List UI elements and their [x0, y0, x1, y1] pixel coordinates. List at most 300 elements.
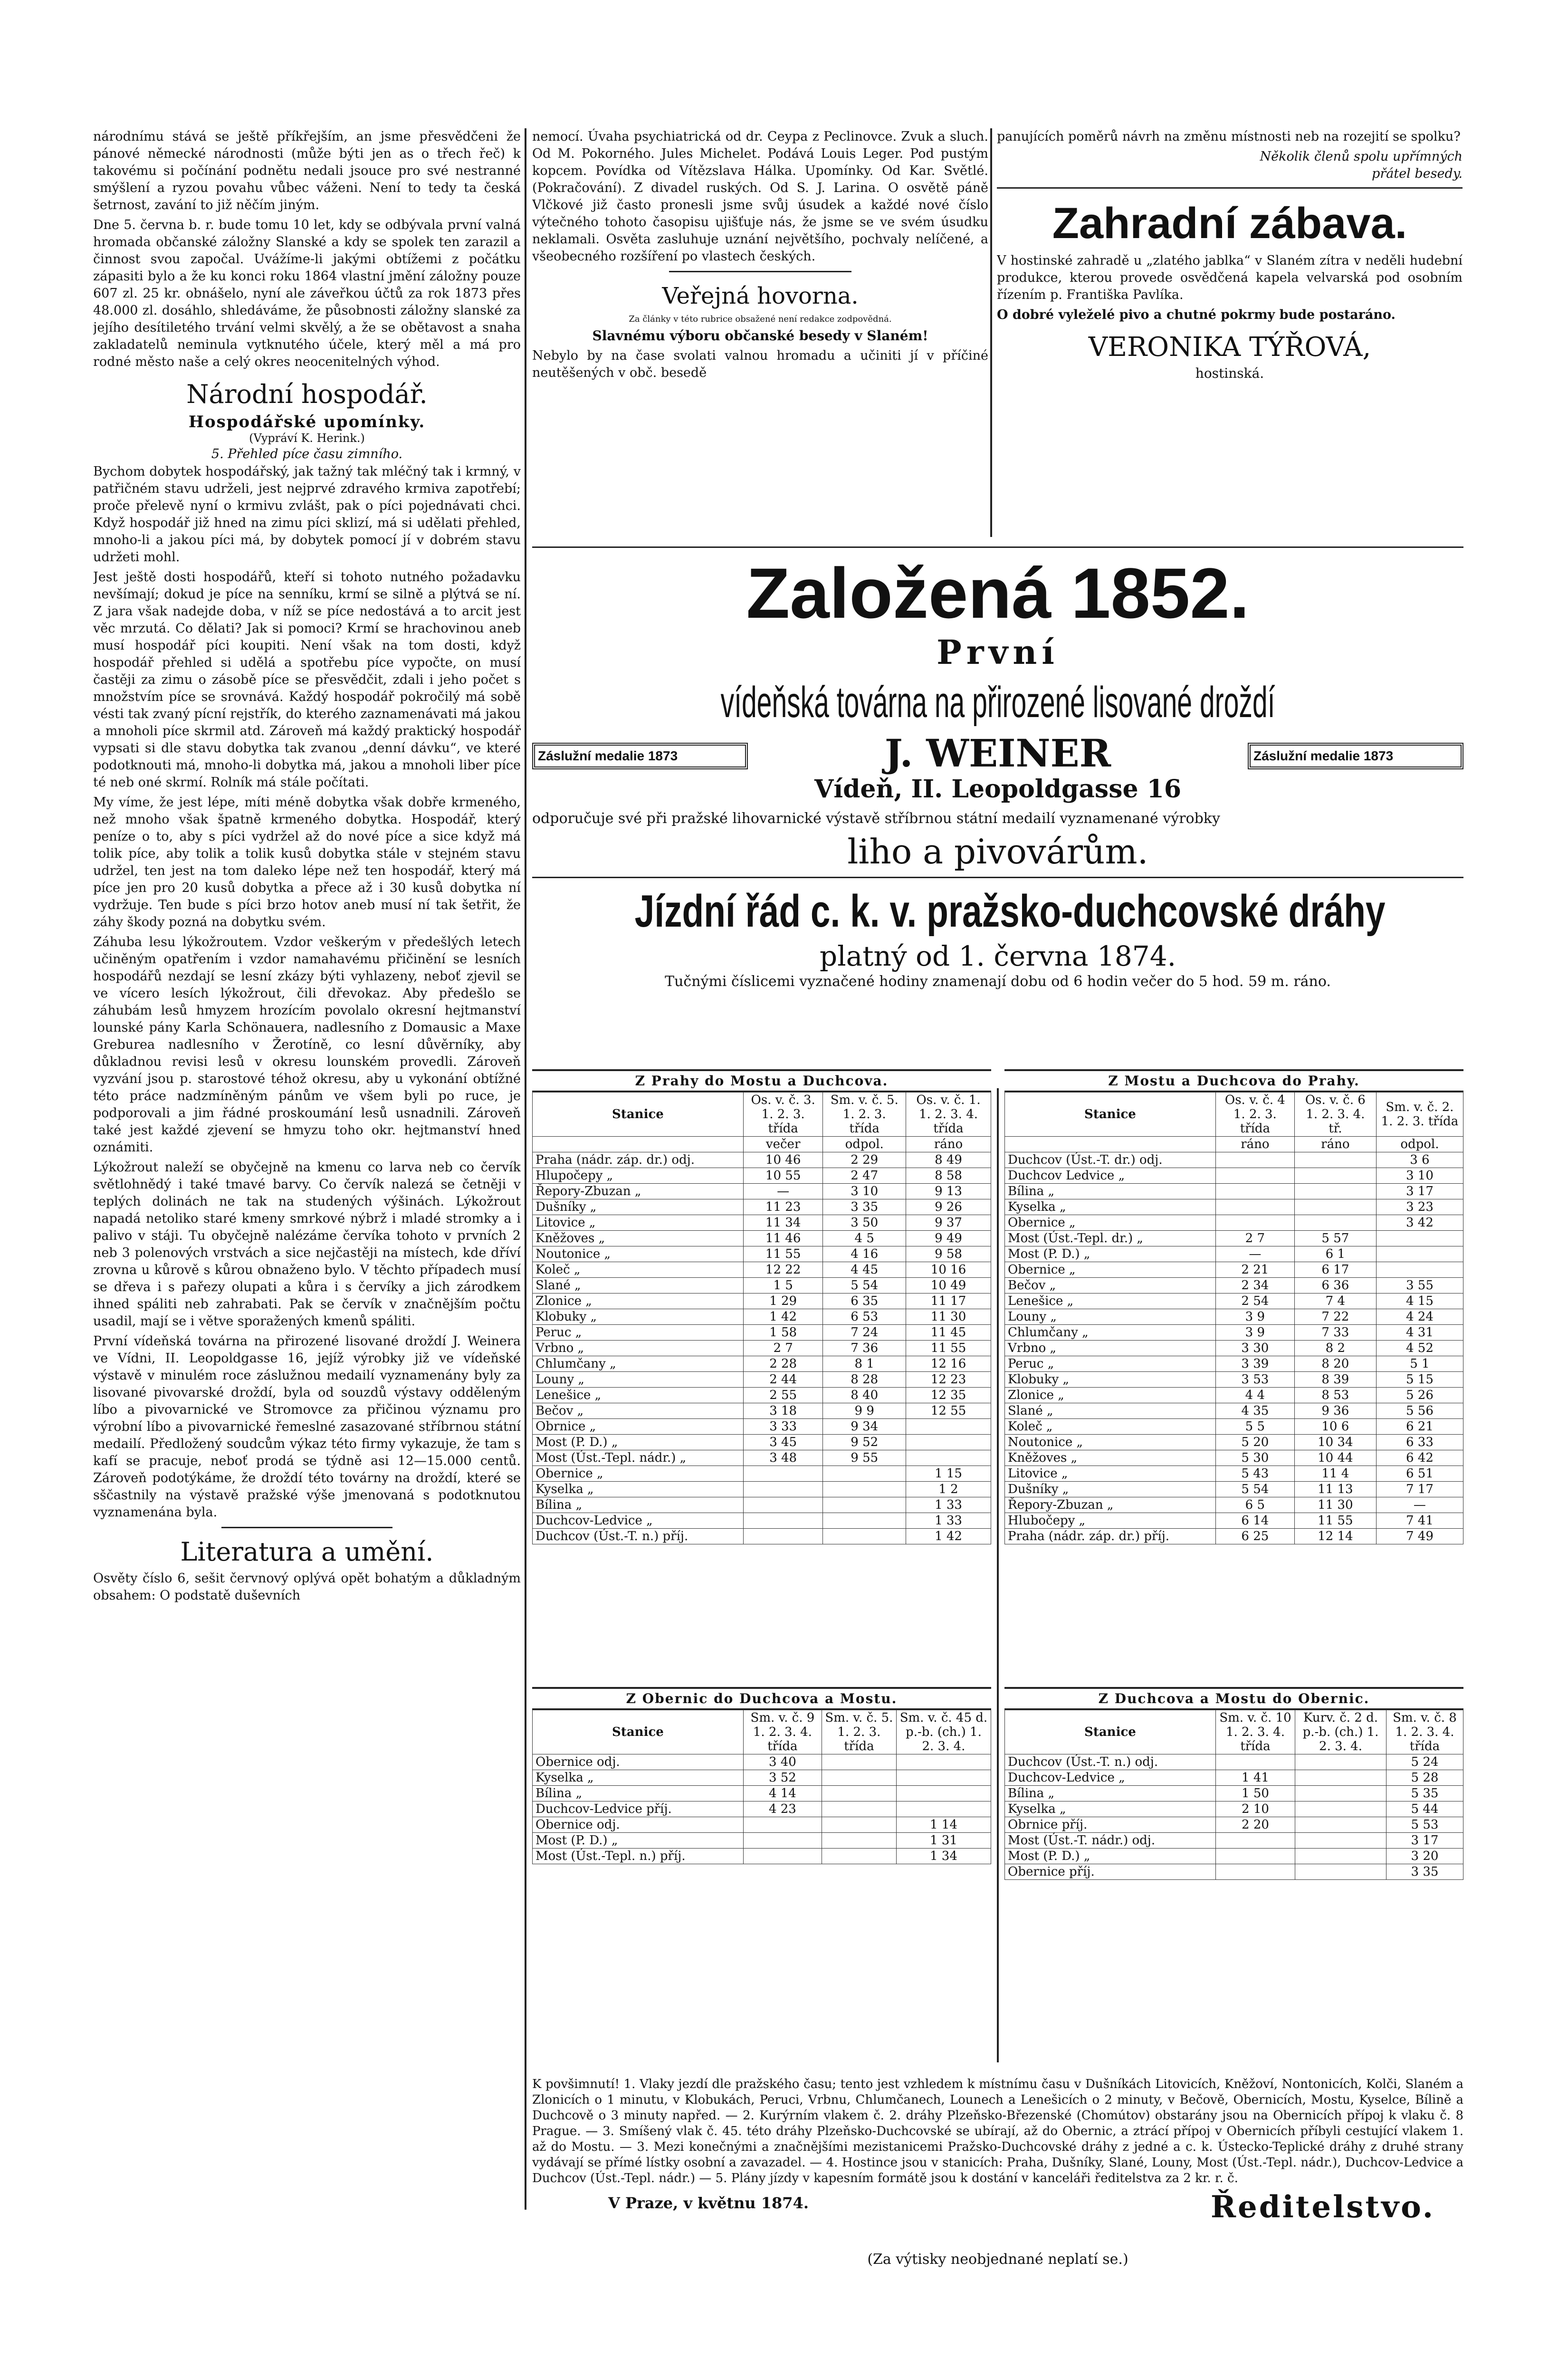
- station-cell: Klobuky „: [1005, 1372, 1216, 1388]
- table-row: [1005, 1466, 1463, 1482]
- time-cell: [1215, 1168, 1294, 1184]
- time-cell: 10 34: [1294, 1435, 1376, 1450]
- time-cell: 2 34: [1215, 1278, 1294, 1293]
- table-row: [533, 1199, 991, 1215]
- station-cell: Obrnice příj.: [1005, 1817, 1216, 1833]
- time-cell: 1 29: [743, 1293, 823, 1309]
- station-cell: Hlubočepy „: [1005, 1513, 1216, 1529]
- table-row: [533, 1388, 991, 1403]
- table-row: [1005, 1403, 1463, 1419]
- time-cell: [743, 1513, 823, 1529]
- article-paragraph: Záhuba lesu lýkožroutem. Vzdor veškerým v předešlých letech učiněným opatřením i vzdor namahavému přičinění se lesních hospodářů nezdají se lesní zkázy býti vyhlazeny, neboť zjevil se ve vícero lesích lýkožrout, čili dřevokaz. Aby předešlo se záhubám lesů hmyzem hrozícím povolalo okresní hejtmanství lounské pány Karla Schönauera, nadlesního z Domausic a Maxe Greburea nadlesního v Žerotíně, co lesní důvěrníky, aby důkladnou revisi lesů v okresu lounském provedli. Zároveň vyzvání jsou p. starostové téhož okresu, aby u vykonání obtížné této práce nadzmíněným pánům ve všem byli po ruce, je podporovali a jim řádné proskoumání lesů usnadnili. Zároveň také jest každé zjevení se hmyzu toho okr. hejtmanství hned oznámiti.: [93, 935, 521, 1155]
- time-cell: 9 55: [823, 1450, 906, 1466]
- station-cell: Kyselka „: [533, 1770, 744, 1786]
- table-row: [1005, 1482, 1463, 1497]
- medal-badge-right: Záslužní medalie 1873: [1248, 743, 1463, 769]
- article-paragraph: Dne 5. června b. r. bude tomu 10 let, kdy se odbývala první valná hromada občanské záložny Slanské a kdy se spolek ten zarazil a činnost svou započal. Uvážíme-li jakými obtížemi z počátku zápasiti bylo a že ku konci roku 1864 vlastní jmění záložny pouze 607 zl. 25 kr. obnášelo, nyní ale záveřkou účtů za rok 1873 přes 48.000 zl. dosáhlo, shledáváme, že působnosti záložny slanské za jejího desítiletého trvání velmi skvělý, a že se obětavost a snaha zakladatelů neminula vytknutého účele, který měl a má pro rodné město naše a celý okres neocenitelných výhod.: [93, 218, 521, 369]
- article-paragraph: nemocí. Úvaha psychiatrická od dr. Ceypa z Peclinovce. Zvuk a sluch. Od M. Pokorného. Jules Michelet. Podává Louis Leger. Pod pustým kopcem. Povídka od Vítězslava Hálka. Upomínky. Od Kar. Světlé. (Pokračování). Z divadel ruských. Od S. J. Larina. O osvětě páně Vlčkové již často pronesli jsme svůj úsudek a každé nové číslo výtečného tohoto časopisu ujišťuje nás, že jsme se ve svém úsudku neklamali. Osvěta zasluhuje uznání největšího, pochvaly nelíčené, a všeobecného rozšíření po vlastech českých.: [532, 129, 988, 264]
- table-body: [533, 1152, 991, 1544]
- time-cell: [822, 1786, 896, 1801]
- time-cell: [823, 1482, 906, 1497]
- time-cell: 4 45: [823, 1262, 906, 1278]
- column-header: Stanice: [1005, 1710, 1216, 1754]
- station-cell: Noutonice „: [1005, 1435, 1216, 1450]
- time-cell: 9 52: [823, 1435, 906, 1450]
- time-cell: 6 33: [1376, 1435, 1463, 1450]
- station-cell: Peruc „: [1005, 1356, 1216, 1372]
- table-row: [1005, 1168, 1463, 1184]
- column-header: Os. v. č. 3. 1. 2. 3. třída: [743, 1092, 823, 1137]
- time-cell: 7 33: [1294, 1325, 1376, 1341]
- column-left: [93, 128, 521, 2243]
- time-cell: [743, 1817, 822, 1833]
- time-cell: [1295, 1833, 1386, 1849]
- column-header: Stanice: [533, 1710, 744, 1754]
- time-cell: 8 58: [906, 1168, 991, 1184]
- column-header: Kurv. č. 2 d. p.-b. (ch.) 1. 2. 3. 4.: [1295, 1710, 1386, 1754]
- time-cell: 5 57: [1294, 1231, 1376, 1246]
- table-header-row: [533, 1137, 991, 1152]
- time-cell: 11 55: [1294, 1513, 1376, 1529]
- station-cell: Obernice „: [1005, 1262, 1216, 1278]
- ad-address: Vídeň, II. Leopoldgasse 16: [814, 775, 1182, 804]
- notes-date: V Praze, v květnu 1874.: [608, 2194, 809, 2212]
- station-cell: Chlumčany „: [533, 1356, 744, 1372]
- time-cell: [743, 1833, 822, 1849]
- table-row: [1005, 1215, 1463, 1231]
- timetable-duchcov-to-obernice: [1004, 1687, 1463, 1880]
- time-cell: [743, 1482, 823, 1497]
- ad-title: Založená 1852.: [746, 553, 1250, 633]
- station-cell: Koleč „: [1005, 1419, 1216, 1435]
- time-cell: [1215, 1864, 1295, 1880]
- time-cell: [1295, 1801, 1386, 1817]
- table-cell: odpol.: [1376, 1137, 1463, 1152]
- table-row: [1005, 1770, 1463, 1786]
- table-body: [1005, 1754, 1463, 1880]
- time-cell: [1295, 1864, 1386, 1880]
- time-cell: 2 7: [743, 1341, 823, 1356]
- table-row: [1005, 1388, 1463, 1403]
- time-cell: 8 2: [1294, 1341, 1376, 1356]
- time-cell: 5 5: [1215, 1419, 1294, 1435]
- section-heading: Veřejná hovorna.: [662, 283, 859, 309]
- article-subtitle: 5. Přehled píce času zimního.: [211, 447, 403, 461]
- station-cell: Noutonice „: [533, 1246, 744, 1262]
- ad-line: První: [937, 632, 1059, 672]
- time-cell: 1 33: [906, 1513, 991, 1529]
- column-header: Stanice: [533, 1092, 744, 1137]
- table-header-row: [1005, 1710, 1463, 1754]
- time-cell: [1215, 1849, 1295, 1864]
- time-cell: 11 17: [906, 1293, 991, 1309]
- time-cell: 3 53: [1215, 1372, 1294, 1388]
- time-cell: 6 35: [823, 1293, 906, 1309]
- station-cell: Kněžoves „: [1005, 1450, 1216, 1466]
- timetable-center-rule: [997, 1088, 999, 2062]
- time-cell: [1294, 1199, 1376, 1215]
- time-cell: 8 1: [823, 1356, 906, 1372]
- time-cell: 9 49: [906, 1231, 991, 1246]
- time-cell: 1 33: [906, 1497, 991, 1513]
- time-cell: 8 53: [1294, 1388, 1376, 1403]
- time-cell: 8 40: [823, 1388, 906, 1403]
- article-byline: (Vypráví K. Herink.): [249, 431, 365, 445]
- station-cell: Obernice „: [1005, 1215, 1216, 1231]
- time-cell: 11 30: [906, 1309, 991, 1325]
- article-paragraph: Jest ještě dosti hospodářů, kteří si tohoto nutného požadavku nevšímají; dokud je píce na senníku, krmí se silně a plýtvá se ní. Z jara však nadejde doba, v níž se píce nedostává a to arcit jest věc mrzutá. Co dělati? Jak si pomoci? Krmí se hrachovinou aneb musí hospodář píci koupiti. Není však na tom dosti, když hospodář přehled si udělá a spotřebu píce vypočte, on musí častěji za zimu o zásobě píce se přesvědčit, zdali i jeho počet s množstvím píce se srovnává. Každý hospodář pokročilý má sobě vésti tak zvaný pícní rejstřík, do kterého zaznamenávati má jakou a mnoholi píce skrmil atd. Zároveň má každý praktický hospodář vypsati si dle stavu dobytka tak zvanou „denní dávku“, ve které podotknouti má, mnoho-li dobytka má, jakou a mnoholi liber píce té neb oné skrmí. Rolník má stále počítati.: [93, 570, 521, 790]
- time-cell: 6 21: [1376, 1419, 1463, 1435]
- time-cell: 2 21: [1215, 1262, 1294, 1278]
- time-cell: 5 56: [1376, 1403, 1463, 1419]
- ad-goods: liho a pivovárům.: [847, 832, 1148, 872]
- time-cell: 6 17: [1294, 1262, 1376, 1278]
- time-cell: 5 53: [1386, 1817, 1463, 1833]
- time-cell: 4 24: [1376, 1309, 1463, 1325]
- table-row: [1005, 1262, 1463, 1278]
- station-cell: Louny „: [533, 1372, 744, 1388]
- station-cell: Kněžoves „: [533, 1231, 744, 1246]
- advertiser-name: VERONIKA TÝŘOVÁ,: [1088, 332, 1371, 363]
- column-right: [997, 128, 1463, 537]
- time-cell: 11 46: [743, 1231, 823, 1246]
- timetable-most-to-prague: [1004, 1069, 1463, 1544]
- timetable-table: [532, 1092, 991, 1544]
- time-cell: [822, 1754, 896, 1770]
- station-cell: Chlumčany „: [1005, 1325, 1216, 1341]
- table-row: [533, 1450, 991, 1466]
- time-cell: 12 35: [906, 1388, 991, 1403]
- time-cell: 1 31: [896, 1833, 991, 1849]
- table-row: [1005, 1325, 1463, 1341]
- time-cell: 10 16: [906, 1262, 991, 1278]
- time-cell: 3 35: [823, 1199, 906, 1215]
- time-cell: [1295, 1770, 1386, 1786]
- time-cell: [823, 1466, 906, 1482]
- table-row: [1005, 1513, 1463, 1529]
- station-cell: Bílina „: [1005, 1786, 1216, 1801]
- time-cell: 11 55: [906, 1341, 991, 1356]
- station-cell: Duchcov (Úst.-T. dr.) odj.: [1005, 1152, 1216, 1168]
- time-cell: 3 42: [1376, 1215, 1463, 1231]
- column-header: Sm. v. č. 10 1. 2. 3. 4. třída: [1215, 1710, 1295, 1754]
- time-cell: 3 52: [743, 1770, 822, 1786]
- table-row: [1005, 1246, 1463, 1262]
- column-rule-left: [525, 128, 526, 2210]
- station-cell: Praha (nádr. záp. dr.) příj.: [1005, 1529, 1216, 1544]
- time-cell: 10 49: [906, 1278, 991, 1293]
- table-row: [1005, 1199, 1463, 1215]
- table-heading: Z Prahy do Mostu a Duchcova.: [532, 1069, 991, 1092]
- time-cell: 6 5: [1215, 1497, 1294, 1513]
- article-paragraph: Nebylo by na čase svolati valnou hromadu a učiniti jí v příčiné neutěšených v obč. besedě: [532, 348, 988, 380]
- time-cell: 2 44: [743, 1372, 823, 1388]
- section-note: Za články v této rubrice obsažené není redakce zodpovědná.: [629, 314, 892, 324]
- section-heading: Literatura a umění.: [180, 1537, 434, 1567]
- time-cell: 3 9: [1215, 1309, 1294, 1325]
- time-cell: 4 16: [823, 1246, 906, 1262]
- signature: Několik členů spolu upřímných: [1260, 149, 1463, 164]
- time-cell: [896, 1770, 991, 1786]
- time-cell: [822, 1770, 896, 1786]
- time-cell: 5 20: [1215, 1435, 1294, 1450]
- time-cell: 5 54: [1215, 1482, 1294, 1497]
- table-row: [1005, 1419, 1463, 1435]
- time-cell: 5 1: [1376, 1356, 1463, 1372]
- station-cell: Obernice příj.: [1005, 1864, 1216, 1880]
- table-header-row: [1005, 1137, 1463, 1152]
- column-header: Sm. v. č. 9 1. 2. 3. 4. třída: [743, 1710, 822, 1754]
- article-paragraph: Osvěty číslo 6, sešit červnový oplývá opět bohatým a důkladným obsahem: O podstatě duševních: [93, 1571, 521, 1603]
- timetable-table: [1004, 1710, 1463, 1880]
- time-cell: 3 40: [743, 1754, 822, 1770]
- time-cell: 5 30: [1215, 1450, 1294, 1466]
- time-cell: 7 4: [1294, 1293, 1376, 1309]
- divider: [532, 546, 1463, 548]
- station-cell: Lenešice „: [533, 1388, 744, 1403]
- time-cell: 5 35: [1386, 1786, 1463, 1801]
- time-cell: 5 26: [1376, 1388, 1463, 1403]
- station-cell: Bílina „: [1005, 1184, 1216, 1199]
- divider: [532, 877, 1463, 878]
- table-row: [533, 1325, 991, 1341]
- table-cell: [1005, 1137, 1216, 1152]
- time-cell: 4 52: [1376, 1341, 1463, 1356]
- time-cell: 3 30: [1215, 1341, 1294, 1356]
- time-cell: [906, 1419, 991, 1435]
- station-cell: Duchcov-Ledvice „: [533, 1513, 744, 1529]
- time-cell: [822, 1833, 896, 1849]
- station-cell: Duchcov-Ledvice „: [1005, 1770, 1216, 1786]
- time-cell: 3 17: [1386, 1833, 1463, 1849]
- table-row: [533, 1309, 991, 1325]
- station-cell: Řepory-Zbuzan „: [1005, 1497, 1216, 1513]
- station-cell: Obernice odj.: [533, 1817, 744, 1833]
- station-cell: Litovice „: [1005, 1466, 1216, 1482]
- time-cell: —: [1376, 1497, 1463, 1513]
- time-cell: [1215, 1152, 1294, 1168]
- time-cell: 10 44: [1294, 1450, 1376, 1466]
- station-cell: Bílina „: [533, 1786, 744, 1801]
- table-row: [1005, 1278, 1463, 1293]
- time-cell: [1376, 1262, 1463, 1278]
- time-cell: 3 35: [1386, 1864, 1463, 1880]
- station-cell: Obernice „: [533, 1466, 744, 1482]
- time-cell: [896, 1786, 991, 1801]
- time-cell: 12 14: [1294, 1529, 1376, 1544]
- table-row: [533, 1278, 991, 1293]
- table-row: [533, 1215, 991, 1231]
- timetable-table: [1004, 1092, 1463, 1544]
- time-cell: 12 22: [743, 1262, 823, 1278]
- time-cell: 7 41: [1376, 1513, 1463, 1529]
- time-cell: [1215, 1215, 1294, 1231]
- column-header: Os. v. č. 4 1. 2. 3. třída: [1215, 1092, 1294, 1137]
- time-cell: 10 46: [743, 1152, 823, 1168]
- time-cell: 1 34: [896, 1849, 991, 1864]
- table-row: [1005, 1817, 1463, 1833]
- notes-signature: Ředitelstvo.: [1210, 2189, 1435, 2225]
- time-cell: 1 58: [743, 1325, 823, 1341]
- table-body: [533, 1754, 991, 1864]
- station-cell: Duchcov (Úst.-T. n.) příj.: [533, 1529, 744, 1544]
- table-header-row: [1005, 1092, 1463, 1137]
- table-row: [533, 1801, 991, 1817]
- time-cell: [1215, 1833, 1295, 1849]
- article-paragraph: panujících poměrů návrh na změnu místnosti neb na rozejití se spolku?: [997, 129, 1461, 144]
- table-cell: odpol.: [823, 1137, 906, 1152]
- station-cell: Řepory-Zbuzan „: [533, 1184, 744, 1199]
- table-row: [533, 1293, 991, 1309]
- column-header: Stanice: [1005, 1092, 1216, 1137]
- time-cell: [822, 1801, 896, 1817]
- table-row: [533, 1529, 991, 1544]
- time-cell: [1294, 1184, 1376, 1199]
- notes-text: K povšimnutí! 1. Vlaky jezdí dle pražského času; tento jest vzhledem k místnímu času v Dušníkách Litovicích, Kněžoví, Nontonicích, Kolči, Slaném a Zlonicích o 1 minutu, v Klobukách, Peruci, Vrbnu, Chlumčanech, Lounech a Lenešicích o 2 minuty, v Bečově, Obernicích, Mostu, Kyselce, Bílině a Duchcově o 3 minuty napřed. — 2. Kurýrním vlakem č. 2. dráhy Plzeňsko-Březenské (Chomútov) obstarány jsou na Obernicích přípoj k vlaku č. 8 Prague. — 3. Smíšený vlak č. 45. této dráhy Plzeňsko-Duchcovské se ubírají, až do Obernic, a ztrácí přípoj v Obernicích příbyli cestující vlakem 1. až do Mostu. — 3. Mezi konečnými a značnějšími mezistanicemi Pražsko-Duchcovské dráhy z jedné a c. k. Ústecko-Teplické dráhy z druhé strany vydávají se přímé lístky osobní a zavazadel. — 4. Hostince jsou v stanicích: Praha, Dušníky, Slané, Louny, Most (Úst.-Tepl. nádr.), Duchcov-Ledvice a Duchcov (Úst.-Tepl. nádr.) — 5. Plány jízdy v kapesním formátě jsou k dostání v kanceláři ředitelstva za 2 kr. r. č.: [532, 2077, 1463, 2185]
- table-cell: večer: [743, 1137, 823, 1152]
- time-cell: 5 28: [1386, 1770, 1463, 1786]
- ad-heading: Zahradní zábava.: [1052, 199, 1407, 248]
- time-cell: 4 4: [1215, 1388, 1294, 1403]
- time-cell: 9 34: [823, 1419, 906, 1435]
- table-row: [533, 1466, 991, 1482]
- table-row: [533, 1341, 991, 1356]
- table-row: [533, 1497, 991, 1513]
- timetable-prague-to-most: [532, 1069, 991, 1544]
- article-title: Hospodářské upomínky.: [188, 412, 426, 431]
- table-row: [533, 1419, 991, 1435]
- time-cell: 4 15: [1376, 1293, 1463, 1309]
- table-row: [533, 1246, 991, 1262]
- ad-firm-row: [532, 733, 1463, 805]
- weiner-advertisement: [532, 542, 1463, 991]
- time-cell: 9 9: [823, 1403, 906, 1419]
- ad-line: vídeňská továrna na přirozené lisované droždí: [720, 678, 1275, 727]
- time-cell: 6 1: [1294, 1246, 1376, 1262]
- time-cell: 3 10: [823, 1184, 906, 1199]
- station-cell: Vrbno „: [1005, 1341, 1216, 1356]
- table-heading: Z Duchcova a Mostu do Obernic.: [1004, 1687, 1463, 1710]
- time-cell: [1215, 1184, 1294, 1199]
- time-cell: 5 24: [1386, 1754, 1463, 1770]
- ad-text: odporučuje své při pražské lihovarnické výstavě stříbrnou státní medailí vyznamenané výrobky: [532, 810, 1220, 827]
- column-middle: [532, 128, 988, 537]
- divider: [221, 1527, 392, 1528]
- station-cell: Peruc „: [533, 1325, 744, 1341]
- time-cell: 6 25: [1215, 1529, 1294, 1544]
- time-cell: [1294, 1168, 1376, 1184]
- time-cell: 3 45: [743, 1435, 823, 1450]
- article-paragraph: Lýkožrout naleží se obyčejně na kmenu co larva neb co červík světlohnědý i také tmavé barvy. Co červík nalezá se četněji v teplých dolinách ne tak na studených výšinách. Lýkožrout napadá netoliko staré kmeny smrkové nýbrž i mladé stromky a i palivo v stáji. Tu obyčejně nalézáme červíka tohoto v prvních 2 neb 3 polenových vrstvách a sice nejčastěji na místech, kde dříví zrovna u kůrově s kůrou obnaženo bylo. V těchto případech musí se dřeva i s pařezy olupati a kůra i s červíky a jich zárodkem ihned spáliti neb zahrabati. Pak se červík v značnějším počtu usadil, mají se i větve sporažených kmenů spáliti.: [93, 1160, 521, 1329]
- time-cell: 7 22: [1294, 1309, 1376, 1325]
- timetable-notes: [532, 2077, 1463, 2268]
- table-cell: ráno: [1215, 1137, 1294, 1152]
- table-row: [1005, 1309, 1463, 1325]
- table-row: [1005, 1341, 1463, 1356]
- table-row: [1005, 1356, 1463, 1372]
- time-cell: 1 50: [1215, 1786, 1295, 1801]
- time-cell: 3 48: [743, 1450, 823, 1466]
- time-cell: 11 45: [906, 1325, 991, 1341]
- table-row: [533, 1786, 991, 1801]
- time-cell: 3 50: [823, 1215, 906, 1231]
- time-cell: 2 47: [823, 1168, 906, 1184]
- station-cell: Slané „: [533, 1278, 744, 1293]
- time-cell: 3 23: [1376, 1199, 1463, 1215]
- time-cell: 5 15: [1376, 1372, 1463, 1388]
- time-cell: [743, 1497, 823, 1513]
- time-cell: [1376, 1231, 1463, 1246]
- article-paragraph: národnímu stává se ještě příkřejším, an jsme přesvědčeni že pánové německé národnosti (může býti jen as o třech řeč) k takovému si počínání podnětu nedali jsouce pro své nestranné smýšlení a ryzou povahu vůbec váženi. Není to tedy ta česká šetrnost, zavání to již něčím jiným.: [93, 129, 521, 212]
- time-cell: 3 9: [1215, 1325, 1294, 1341]
- time-cell: [1295, 1849, 1386, 1864]
- table-cell: ráno: [1294, 1137, 1376, 1152]
- time-cell: 5 44: [1386, 1801, 1463, 1817]
- timetable-subtitle: platný od 1. června 1874.: [819, 940, 1176, 972]
- station-cell: Zlonice „: [1005, 1388, 1216, 1403]
- table-row: [1005, 1801, 1463, 1817]
- time-cell: 1 41: [1215, 1770, 1295, 1786]
- time-cell: 6 53: [823, 1309, 906, 1325]
- article-paragraph: První vídeňská továrna na přirozené lisované droždí J. Weinera ve Vídni, II. Leopoldgasse 16, jejíž výrobky již ve vídeňské výstavě v minulém roce záslužnou medailí vyznamenány byly za lisované pivovarské droždí, byla od souzdů výstavy odděleným líbo a pivovarnické ve Stromovce za přičinou významu pro výrobní líbo a pivovarnické řemeslné zasazované stříbrnou státní medailí. Předložený soudcům výkaz této firmy vykazuje, že tam s kafí se pracuje, neboť prodá se týdně asi 12—15.000 centů. Zároveň podotýkáme, že droždí této továrny na droždí, které se sščastnily na výstavě pražské výše jmenovaná s podotknutou vyznamenána byla.: [93, 1334, 521, 1520]
- article-paragraph: My víme, že jest lépe, míti méně dobytka však dobře krmeného, než mnoho však špatně krmeného dobytka. Hospodář, který peníze o to, aby s píci vydržel až do nové píce a sice když má tolik píce, aby tolik a tolik kusů dobytka stále v stejném stavu udržel, ten jest na tom daleko lépe než ten hospodář, který má píce jen pro 20 kusů dobytka a přece až i 30 kusů dobytka ní vydržuje. Ten bude s píci brzo hotov aneb musí ní tak šetřit, že záhy škody pozná na dobytku svém.: [93, 795, 521, 929]
- timetable-title: Jízdní řád c. k. v. pražsko-duchcovské dráhy: [634, 886, 1386, 937]
- time-cell: —: [1215, 1246, 1294, 1262]
- time-cell: 9 36: [1294, 1403, 1376, 1419]
- time-cell: [896, 1754, 991, 1770]
- time-cell: [822, 1817, 896, 1833]
- time-cell: [823, 1497, 906, 1513]
- table-heading: Z Obernic do Duchcova a Mostu.: [532, 1687, 991, 1710]
- station-cell: Praha (nádr. záp. dr.) odj.: [533, 1152, 744, 1168]
- station-cell: Zlonice „: [533, 1293, 744, 1309]
- station-cell: Duchcov (Úst.-T. n.) odj.: [1005, 1754, 1216, 1770]
- time-cell: 10 55: [743, 1168, 823, 1184]
- column-header: Sm. v. č. 5. 1. 2. 3. třída: [822, 1710, 896, 1754]
- station-cell: Most (Úst.-T. nádr.) odj.: [1005, 1833, 1216, 1849]
- table-row: [1005, 1864, 1463, 1880]
- time-cell: 3 20: [1386, 1849, 1463, 1864]
- time-cell: 7 17: [1376, 1482, 1463, 1497]
- time-cell: 11 13: [1294, 1482, 1376, 1497]
- time-cell: 1 42: [906, 1529, 991, 1544]
- time-cell: [1295, 1754, 1386, 1770]
- time-cell: [1295, 1817, 1386, 1833]
- table-row: [533, 1356, 991, 1372]
- time-cell: 5 43: [1215, 1466, 1294, 1482]
- time-cell: 2 29: [823, 1152, 906, 1168]
- time-cell: 3 6: [1376, 1152, 1463, 1168]
- time-cell: 1 14: [896, 1817, 991, 1833]
- notes-footer-row: [532, 2189, 1463, 2232]
- time-cell: 9 37: [906, 1215, 991, 1231]
- time-cell: 4 23: [743, 1801, 822, 1817]
- time-cell: 3 17: [1376, 1184, 1463, 1199]
- time-cell: [822, 1849, 896, 1864]
- station-cell: Bečov „: [533, 1403, 744, 1419]
- time-cell: 2 28: [743, 1356, 823, 1372]
- timetable-note: Tučnými číslicemi vyznačené hodiny znamenají dobu od 6 hodin večer do 5 hod. 59 m. ráno.: [665, 973, 1331, 990]
- time-cell: 4 35: [1215, 1403, 1294, 1419]
- column-header: Sm. v. č. 8 1. 2. 3. 4. třída: [1386, 1710, 1463, 1754]
- time-cell: 6 42: [1376, 1450, 1463, 1466]
- station-cell: Most (Úst.-Tepl. nádr.) „: [533, 1450, 744, 1466]
- time-cell: 8 28: [823, 1372, 906, 1388]
- time-cell: [1215, 1754, 1295, 1770]
- time-cell: [1215, 1199, 1294, 1215]
- table-row: [1005, 1152, 1463, 1168]
- station-cell: Kyselka „: [1005, 1199, 1216, 1215]
